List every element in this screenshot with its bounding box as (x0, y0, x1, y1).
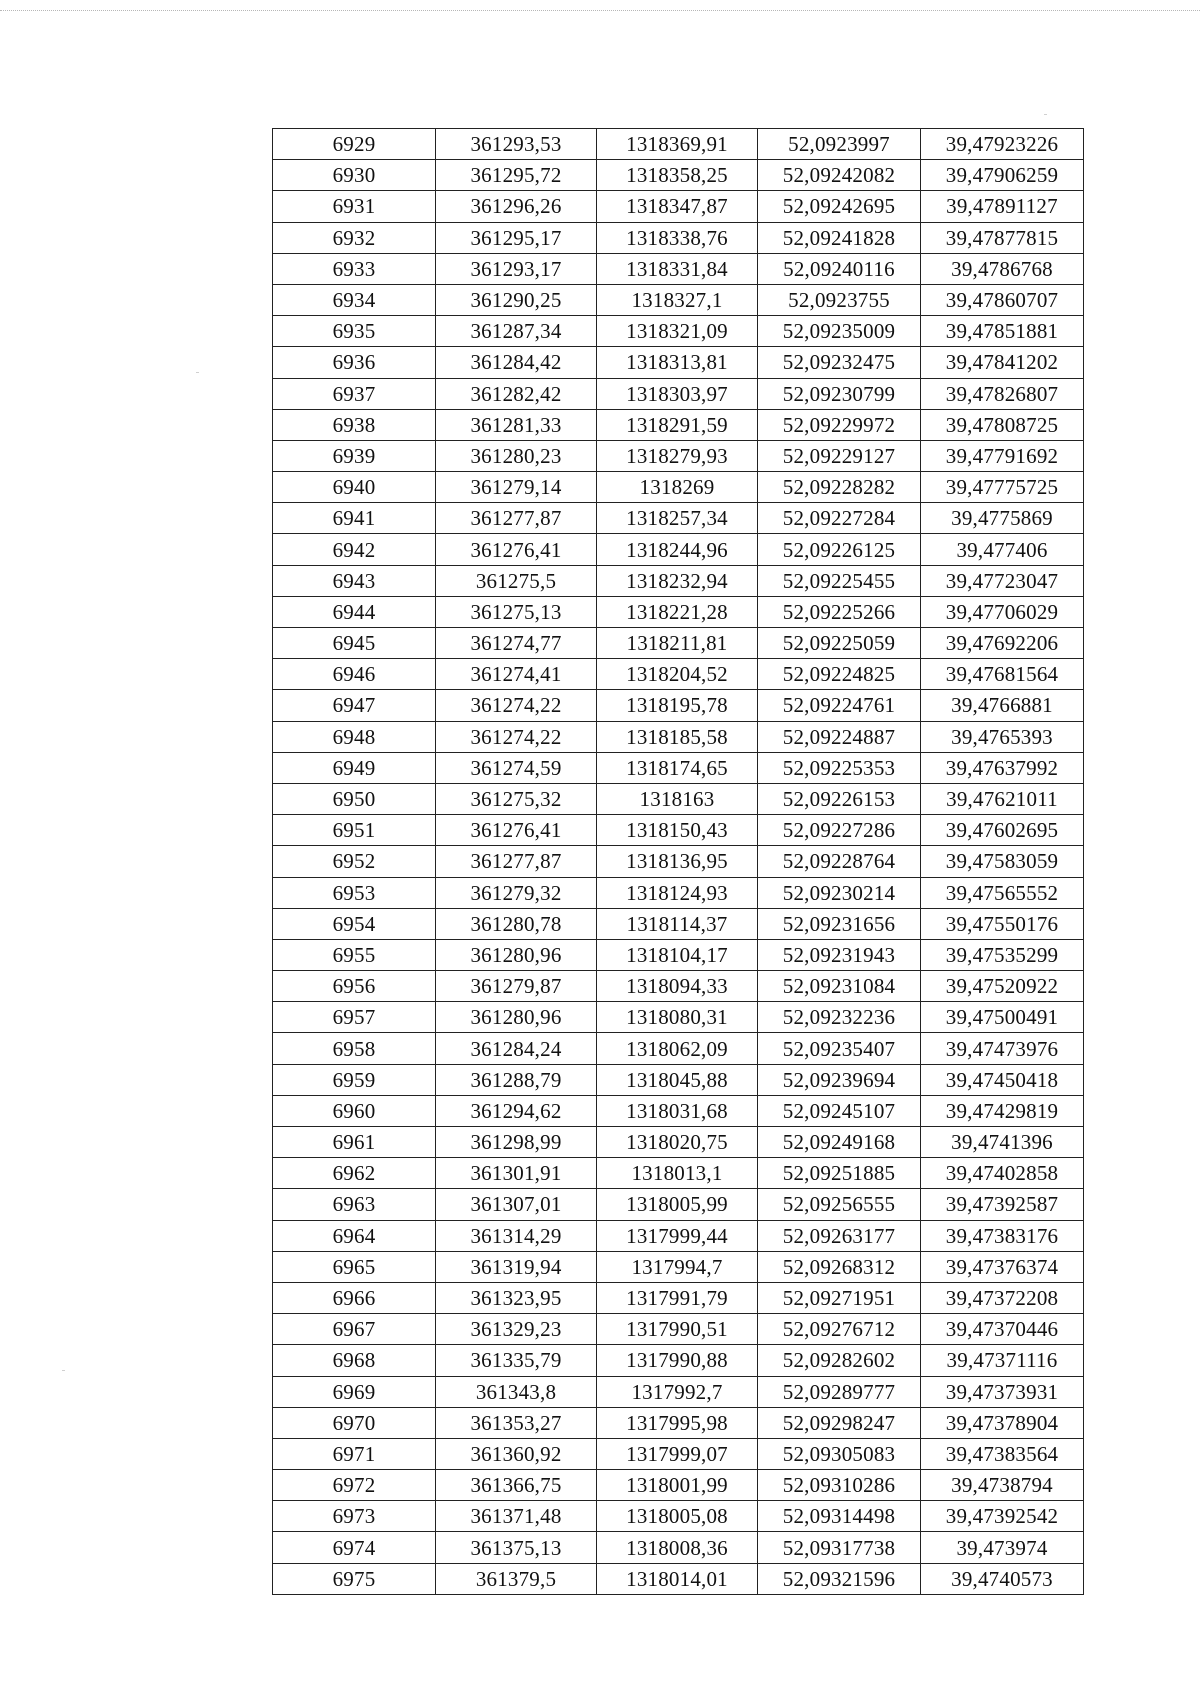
latitude-cell: 52,09228282 (758, 472, 921, 503)
y-coordinate-cell: 1318001,99 (597, 1470, 758, 1501)
table-row (273, 846, 1084, 877)
latitude-cell: 52,09231084 (758, 971, 921, 1002)
point-number-cell: 6945 (273, 628, 436, 659)
y-coordinate-cell: 1318279,93 (597, 440, 758, 471)
y-coordinate-cell: 1318358,25 (597, 160, 758, 191)
longitude-cell: 39,47429819 (921, 1095, 1084, 1126)
latitude-cell: 52,09317738 (758, 1532, 921, 1563)
table-row (273, 1064, 1084, 1095)
point-number-cell: 6937 (273, 378, 436, 409)
x-coordinate-cell: 361288,79 (436, 1064, 597, 1095)
longitude-cell: 39,47565552 (921, 877, 1084, 908)
y-coordinate-cell: 1318163 (597, 783, 758, 814)
point-number-cell: 6957 (273, 1002, 436, 1033)
table-row (273, 1127, 1084, 1158)
point-number-cell: 6954 (273, 908, 436, 939)
latitude-cell: 52,09314498 (758, 1501, 921, 1532)
y-coordinate-cell: 1318347,87 (597, 191, 758, 222)
y-coordinate-cell: 1317990,88 (597, 1345, 758, 1376)
point-number-cell: 6953 (273, 877, 436, 908)
table-row (273, 908, 1084, 939)
point-number-cell: 6940 (273, 472, 436, 503)
table-row (273, 440, 1084, 471)
x-coordinate-cell: 361335,79 (436, 1345, 597, 1376)
table-row (273, 628, 1084, 659)
table-row (273, 316, 1084, 347)
table-row (273, 1407, 1084, 1438)
x-coordinate-cell: 361280,96 (436, 939, 597, 970)
table-row (273, 1189, 1084, 1220)
longitude-cell: 39,47706029 (921, 596, 1084, 627)
table-row (273, 1220, 1084, 1251)
point-number-cell: 6943 (273, 565, 436, 596)
longitude-cell: 39,47791692 (921, 440, 1084, 471)
point-number-cell: 6964 (273, 1220, 436, 1251)
table-row (273, 721, 1084, 752)
x-coordinate-cell: 361319,94 (436, 1251, 597, 1282)
x-coordinate-cell: 361279,87 (436, 971, 597, 1002)
table-row (273, 1033, 1084, 1064)
point-number-cell: 6950 (273, 783, 436, 814)
table-row (273, 815, 1084, 846)
latitude-cell: 52,09249168 (758, 1127, 921, 1158)
longitude-cell: 39,47860707 (921, 284, 1084, 315)
y-coordinate-cell: 1318244,96 (597, 534, 758, 565)
table-row (273, 1002, 1084, 1033)
table-row (273, 222, 1084, 253)
longitude-cell: 39,47500491 (921, 1002, 1084, 1033)
x-coordinate-cell: 361375,13 (436, 1532, 597, 1563)
latitude-cell: 52,09251885 (758, 1158, 921, 1189)
point-number-cell: 6930 (273, 160, 436, 191)
point-number-cell: 6963 (273, 1189, 436, 1220)
point-number-cell: 6968 (273, 1345, 436, 1376)
longitude-cell: 39,4740573 (921, 1563, 1084, 1594)
x-coordinate-cell: 361323,95 (436, 1282, 597, 1313)
y-coordinate-cell: 1318232,94 (597, 565, 758, 596)
x-coordinate-cell: 361295,17 (436, 222, 597, 253)
y-coordinate-cell: 1318327,1 (597, 284, 758, 315)
latitude-cell: 52,09232236 (758, 1002, 921, 1033)
table-row (273, 1501, 1084, 1532)
y-coordinate-cell: 1318269 (597, 472, 758, 503)
x-coordinate-cell: 361280,96 (436, 1002, 597, 1033)
x-coordinate-cell: 361276,41 (436, 815, 597, 846)
point-number-cell: 6966 (273, 1282, 436, 1313)
x-coordinate-cell: 361294,62 (436, 1095, 597, 1126)
y-coordinate-cell: 1318114,37 (597, 908, 758, 939)
table-row (273, 160, 1084, 191)
latitude-cell: 52,09242082 (758, 160, 921, 191)
latitude-cell: 52,09225059 (758, 628, 921, 659)
longitude-cell: 39,47373931 (921, 1376, 1084, 1407)
x-coordinate-cell: 361314,29 (436, 1220, 597, 1251)
table-row (273, 1158, 1084, 1189)
latitude-cell: 52,09224761 (758, 690, 921, 721)
longitude-cell: 39,47392542 (921, 1501, 1084, 1532)
point-number-cell: 6933 (273, 253, 436, 284)
x-coordinate-cell: 361275,32 (436, 783, 597, 814)
x-coordinate-cell: 361290,25 (436, 284, 597, 315)
point-number-cell: 6952 (273, 846, 436, 877)
latitude-cell: 52,09240116 (758, 253, 921, 284)
x-coordinate-cell: 361343,8 (436, 1376, 597, 1407)
scan-speck (62, 1370, 65, 1371)
x-coordinate-cell: 361274,41 (436, 659, 597, 690)
longitude-cell: 39,47450418 (921, 1064, 1084, 1095)
x-coordinate-cell: 361295,72 (436, 160, 597, 191)
y-coordinate-cell: 1317991,79 (597, 1282, 758, 1313)
x-coordinate-cell: 361293,17 (436, 253, 597, 284)
y-coordinate-cell: 1318369,91 (597, 129, 758, 160)
y-coordinate-cell: 1318204,52 (597, 659, 758, 690)
x-coordinate-cell: 361280,23 (436, 440, 597, 471)
point-number-cell: 6958 (273, 1033, 436, 1064)
x-coordinate-cell: 361277,87 (436, 503, 597, 534)
latitude-cell: 52,09225353 (758, 752, 921, 783)
point-number-cell: 6970 (273, 1407, 436, 1438)
y-coordinate-cell: 1318150,43 (597, 815, 758, 846)
point-number-cell: 6946 (273, 659, 436, 690)
x-coordinate-cell: 361274,77 (436, 628, 597, 659)
latitude-cell: 52,09245107 (758, 1095, 921, 1126)
x-coordinate-cell: 361307,01 (436, 1189, 597, 1220)
longitude-cell: 39,47602695 (921, 815, 1084, 846)
table-row (273, 971, 1084, 1002)
table-row (273, 877, 1084, 908)
scan-speck (1044, 114, 1047, 115)
y-coordinate-cell: 1317999,07 (597, 1438, 758, 1469)
x-coordinate-cell: 361287,34 (436, 316, 597, 347)
table-row (273, 690, 1084, 721)
latitude-cell: 52,09225455 (758, 565, 921, 596)
scan-speck (196, 372, 199, 373)
x-coordinate-cell: 361298,99 (436, 1127, 597, 1158)
point-number-cell: 6941 (273, 503, 436, 534)
table-row (273, 1314, 1084, 1345)
x-coordinate-cell: 361284,24 (436, 1033, 597, 1064)
longitude-cell: 39,47808725 (921, 409, 1084, 440)
longitude-cell: 39,47402858 (921, 1158, 1084, 1189)
y-coordinate-cell: 1318221,28 (597, 596, 758, 627)
point-number-cell: 6971 (273, 1438, 436, 1469)
y-coordinate-cell: 1317992,7 (597, 1376, 758, 1407)
table-row (273, 783, 1084, 814)
latitude-cell: 52,09224825 (758, 659, 921, 690)
x-coordinate-cell: 361329,23 (436, 1314, 597, 1345)
x-coordinate-cell: 361360,92 (436, 1438, 597, 1469)
latitude-cell: 52,09263177 (758, 1220, 921, 1251)
latitude-cell: 52,09231943 (758, 939, 921, 970)
table-row (273, 409, 1084, 440)
latitude-cell: 52,09256555 (758, 1189, 921, 1220)
y-coordinate-cell: 1318124,93 (597, 877, 758, 908)
longitude-cell: 39,47906259 (921, 160, 1084, 191)
x-coordinate-cell: 361274,22 (436, 690, 597, 721)
y-coordinate-cell: 1318094,33 (597, 971, 758, 1002)
y-coordinate-cell: 1318104,17 (597, 939, 758, 970)
longitude-cell: 39,47550176 (921, 908, 1084, 939)
y-coordinate-cell: 1318331,84 (597, 253, 758, 284)
x-coordinate-cell: 361366,75 (436, 1470, 597, 1501)
x-coordinate-cell: 361275,13 (436, 596, 597, 627)
table-row (273, 129, 1084, 160)
point-number-cell: 6947 (273, 690, 436, 721)
point-number-cell: 6932 (273, 222, 436, 253)
point-number-cell: 6931 (273, 191, 436, 222)
table-row (273, 659, 1084, 690)
point-number-cell: 6929 (273, 129, 436, 160)
x-coordinate-cell: 361279,32 (436, 877, 597, 908)
longitude-cell: 39,47891127 (921, 191, 1084, 222)
latitude-cell: 52,09282602 (758, 1345, 921, 1376)
longitude-cell: 39,47378904 (921, 1407, 1084, 1438)
point-number-cell: 6949 (273, 752, 436, 783)
y-coordinate-cell: 1318008,36 (597, 1532, 758, 1563)
longitude-cell: 39,477406 (921, 534, 1084, 565)
longitude-cell: 39,4775869 (921, 503, 1084, 534)
latitude-cell: 52,09231656 (758, 908, 921, 939)
y-coordinate-cell: 1318291,59 (597, 409, 758, 440)
point-number-cell: 6956 (273, 971, 436, 1002)
latitude-cell: 52,09227286 (758, 815, 921, 846)
longitude-cell: 39,4786768 (921, 253, 1084, 284)
table-row (273, 1376, 1084, 1407)
y-coordinate-cell: 1318185,58 (597, 721, 758, 752)
latitude-cell: 52,09268312 (758, 1251, 921, 1282)
y-coordinate-cell: 1318321,09 (597, 316, 758, 347)
table-row (273, 752, 1084, 783)
point-number-cell: 6935 (273, 316, 436, 347)
y-coordinate-cell: 1318031,68 (597, 1095, 758, 1126)
point-number-cell: 6938 (273, 409, 436, 440)
latitude-cell: 52,09235009 (758, 316, 921, 347)
y-coordinate-cell: 1318005,08 (597, 1501, 758, 1532)
longitude-cell: 39,47851881 (921, 316, 1084, 347)
latitude-cell: 52,09232475 (758, 347, 921, 378)
latitude-cell: 52,09321596 (758, 1563, 921, 1594)
point-number-cell: 6944 (273, 596, 436, 627)
y-coordinate-cell: 1318020,75 (597, 1127, 758, 1158)
point-number-cell: 6951 (273, 815, 436, 846)
x-coordinate-cell: 361274,59 (436, 752, 597, 783)
x-coordinate-cell: 361281,33 (436, 409, 597, 440)
table-row (273, 534, 1084, 565)
table-row (273, 472, 1084, 503)
latitude-cell: 52,09235407 (758, 1033, 921, 1064)
longitude-cell: 39,47535299 (921, 939, 1084, 970)
latitude-cell: 52,09230214 (758, 877, 921, 908)
longitude-cell: 39,47877815 (921, 222, 1084, 253)
coordinates-table-body (273, 129, 1084, 1595)
point-number-cell: 6939 (273, 440, 436, 471)
x-coordinate-cell: 361275,5 (436, 565, 597, 596)
point-number-cell: 6969 (273, 1376, 436, 1407)
x-coordinate-cell: 361301,91 (436, 1158, 597, 1189)
longitude-cell: 39,47520922 (921, 971, 1084, 1002)
y-coordinate-cell: 1318136,95 (597, 846, 758, 877)
y-coordinate-cell: 1318211,81 (597, 628, 758, 659)
longitude-cell: 39,47473976 (921, 1033, 1084, 1064)
longitude-cell: 39,4738794 (921, 1470, 1084, 1501)
x-coordinate-cell: 361353,27 (436, 1407, 597, 1438)
latitude-cell: 52,09310286 (758, 1470, 921, 1501)
y-coordinate-cell: 1318062,09 (597, 1033, 758, 1064)
longitude-cell: 39,47371116 (921, 1345, 1084, 1376)
table-row (273, 191, 1084, 222)
table-row (273, 1532, 1084, 1563)
table-row (273, 284, 1084, 315)
latitude-cell: 52,09224887 (758, 721, 921, 752)
longitude-cell: 39,47692206 (921, 628, 1084, 659)
point-number-cell: 6962 (273, 1158, 436, 1189)
point-number-cell: 6961 (273, 1127, 436, 1158)
x-coordinate-cell: 361293,53 (436, 129, 597, 160)
table-row (273, 253, 1084, 284)
x-coordinate-cell: 361277,87 (436, 846, 597, 877)
point-number-cell: 6942 (273, 534, 436, 565)
y-coordinate-cell: 1318014,01 (597, 1563, 758, 1594)
latitude-cell: 52,09298247 (758, 1407, 921, 1438)
longitude-cell: 39,4741396 (921, 1127, 1084, 1158)
latitude-cell: 52,09227284 (758, 503, 921, 534)
y-coordinate-cell: 1317994,7 (597, 1251, 758, 1282)
latitude-cell: 52,09271951 (758, 1282, 921, 1313)
table-row (273, 1438, 1084, 1469)
longitude-cell: 39,47392587 (921, 1189, 1084, 1220)
y-coordinate-cell: 1317995,98 (597, 1407, 758, 1438)
longitude-cell: 39,4765393 (921, 721, 1084, 752)
x-coordinate-cell: 361371,48 (436, 1501, 597, 1532)
y-coordinate-cell: 1317999,44 (597, 1220, 758, 1251)
y-coordinate-cell: 1318174,65 (597, 752, 758, 783)
longitude-cell: 39,47826807 (921, 378, 1084, 409)
y-coordinate-cell: 1318195,78 (597, 690, 758, 721)
table-row (273, 596, 1084, 627)
y-coordinate-cell: 1318080,31 (597, 1002, 758, 1033)
latitude-cell: 52,09230799 (758, 378, 921, 409)
latitude-cell: 52,09229127 (758, 440, 921, 471)
x-coordinate-cell: 361279,14 (436, 472, 597, 503)
y-coordinate-cell: 1318313,81 (597, 347, 758, 378)
table-row (273, 939, 1084, 970)
y-coordinate-cell: 1318303,97 (597, 378, 758, 409)
longitude-cell: 39,47383564 (921, 1438, 1084, 1469)
longitude-cell: 39,4766881 (921, 690, 1084, 721)
latitude-cell: 52,09276712 (758, 1314, 921, 1345)
table-row (273, 378, 1084, 409)
y-coordinate-cell: 1318045,88 (597, 1064, 758, 1095)
table-row (273, 1095, 1084, 1126)
longitude-cell: 39,47621011 (921, 783, 1084, 814)
x-coordinate-cell: 361284,42 (436, 347, 597, 378)
table-row (273, 1563, 1084, 1594)
latitude-cell: 52,0923755 (758, 284, 921, 315)
coordinates-table (272, 128, 1084, 1595)
latitude-cell: 52,09289777 (758, 1376, 921, 1407)
longitude-cell: 39,47370446 (921, 1314, 1084, 1345)
point-number-cell: 6936 (273, 347, 436, 378)
x-coordinate-cell: 361274,22 (436, 721, 597, 752)
latitude-cell: 52,09241828 (758, 222, 921, 253)
x-coordinate-cell: 361282,42 (436, 378, 597, 409)
point-number-cell: 6973 (273, 1501, 436, 1532)
longitude-cell: 39,47723047 (921, 565, 1084, 596)
table-row (273, 503, 1084, 534)
table-row (273, 1282, 1084, 1313)
point-number-cell: 6967 (273, 1314, 436, 1345)
latitude-cell: 52,09228764 (758, 846, 921, 877)
table-row (273, 565, 1084, 596)
point-number-cell: 6974 (273, 1532, 436, 1563)
x-coordinate-cell: 361296,26 (436, 191, 597, 222)
point-number-cell: 6960 (273, 1095, 436, 1126)
scan-edge-line (0, 10, 1200, 11)
x-coordinate-cell: 361276,41 (436, 534, 597, 565)
y-coordinate-cell: 1318005,99 (597, 1189, 758, 1220)
point-number-cell: 6934 (273, 284, 436, 315)
point-number-cell: 6955 (273, 939, 436, 970)
longitude-cell: 39,47583059 (921, 846, 1084, 877)
longitude-cell: 39,47376374 (921, 1251, 1084, 1282)
point-number-cell: 6975 (273, 1563, 436, 1594)
longitude-cell: 39,47681564 (921, 659, 1084, 690)
table-row (273, 1251, 1084, 1282)
longitude-cell: 39,473974 (921, 1532, 1084, 1563)
point-number-cell: 6972 (273, 1470, 436, 1501)
longitude-cell: 39,47637992 (921, 752, 1084, 783)
latitude-cell: 52,0923997 (758, 129, 921, 160)
longitude-cell: 39,47923226 (921, 129, 1084, 160)
table-row (273, 1470, 1084, 1501)
latitude-cell: 52,09229972 (758, 409, 921, 440)
x-coordinate-cell: 361379,5 (436, 1563, 597, 1594)
latitude-cell: 52,09226153 (758, 783, 921, 814)
latitude-cell: 52,09225266 (758, 596, 921, 627)
table-row (273, 347, 1084, 378)
longitude-cell: 39,47372208 (921, 1282, 1084, 1313)
latitude-cell: 52,09305083 (758, 1438, 921, 1469)
point-number-cell: 6948 (273, 721, 436, 752)
latitude-cell: 52,09226125 (758, 534, 921, 565)
point-number-cell: 6959 (273, 1064, 436, 1095)
x-coordinate-cell: 361280,78 (436, 908, 597, 939)
y-coordinate-cell: 1318338,76 (597, 222, 758, 253)
y-coordinate-cell: 1318257,34 (597, 503, 758, 534)
y-coordinate-cell: 1318013,1 (597, 1158, 758, 1189)
latitude-cell: 52,09242695 (758, 191, 921, 222)
point-number-cell: 6965 (273, 1251, 436, 1282)
longitude-cell: 39,47775725 (921, 472, 1084, 503)
longitude-cell: 39,47383176 (921, 1220, 1084, 1251)
latitude-cell: 52,09239694 (758, 1064, 921, 1095)
table-row (273, 1345, 1084, 1376)
y-coordinate-cell: 1317990,51 (597, 1314, 758, 1345)
longitude-cell: 39,47841202 (921, 347, 1084, 378)
